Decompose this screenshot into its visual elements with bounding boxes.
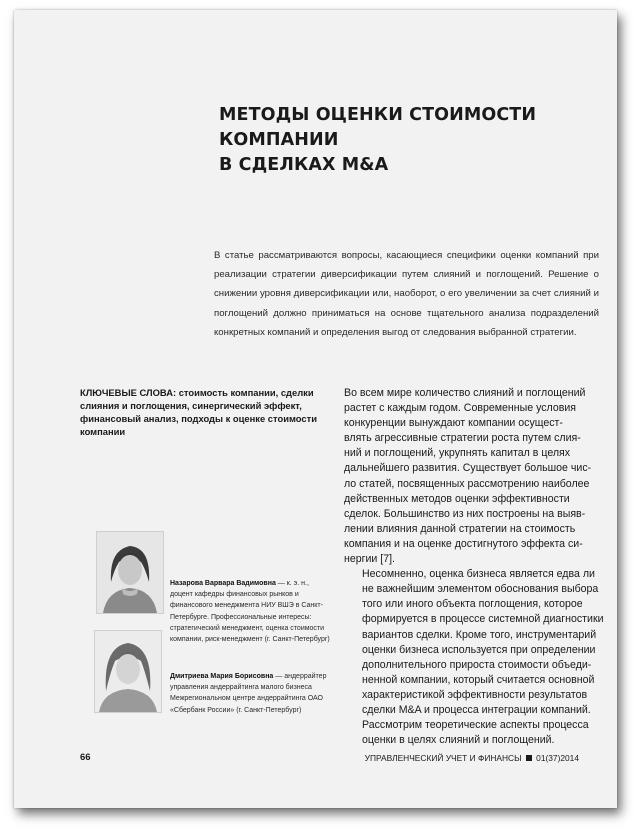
paragraph2-line: сделки M&A и процесса интеграции компаний. [362, 703, 591, 716]
paragraph1-line: сделок. Большинство из них построены на выяв- [344, 507, 586, 520]
author-details-2: — андеррайтер управления андеррайтинга малого бизнеса Межрегиональном центре андеррайтинга ОАО «Сбербанк России» (г. Санкт-Петербург) [170, 673, 327, 714]
article-body [344, 386, 609, 748]
paragraph2-line: вариантов сделки. Кроме того, инструментарий [362, 628, 597, 641]
paragraph1-line: лении влияния данной стратегии на стоимость [344, 522, 576, 535]
author-photo-2 [94, 630, 162, 713]
paragraph2-line: Несомненно, оценка бизнеса является едва ли [362, 568, 595, 581]
paragraph2-line: формируется в процессе системной диагностики [362, 613, 604, 626]
paragraph2-line: ненной компании, который считается основной [362, 673, 595, 686]
paragraph1-line: Во всем мире количество слияний и поглощений [344, 387, 586, 399]
paragraph1-line: конкуренции вынуждают компании осущест- [344, 417, 563, 430]
keywords-text: стоимость компании, сделки слияния и поглощения, синергический эффект, финансовый анализ, подходы к оценке стоимости компании [80, 387, 317, 437]
paragraph1-line: ло статей, посвященных рассмотрению наиболее [344, 477, 590, 490]
journal-name: УПРАВЛЕНЧЕСКИЙ УЧЕТ И ФИНАНСЫ [364, 753, 522, 763]
body-paragraph-2 [344, 567, 609, 748]
author-photo-1 [96, 531, 164, 614]
keywords-block [80, 386, 330, 438]
author-info-1 [170, 578, 330, 645]
paragraph2-line: Рассмотрим теоретические аспекты процесса [362, 719, 589, 732]
author-name-1: Назарова Варвара Вадимовна [170, 580, 276, 587]
journal-page [14, 10, 617, 808]
paragraph2-line: дополнительного прироста стоимости объеди- [362, 658, 592, 671]
paragraph1-line: растет с каждым годом. Современные условия [344, 402, 577, 415]
paragraph2-line: оценки бизнеса используется при определении [362, 643, 596, 656]
author-name-2: Дмитриева Мария Борисовна [170, 673, 274, 680]
paragraph1-line: ний и поглощений, укрупнять капитал в целях [344, 447, 571, 460]
journal-footer [319, 753, 579, 763]
body-paragraph-1 [344, 386, 609, 567]
paragraph2-line: оценки в целях слияний и поглощений. [362, 734, 555, 747]
article-title-line-2: В СДЕЛКАХ M&A [219, 155, 389, 175]
journal-issue: 01(37)2014 [536, 753, 579, 763]
article-title [219, 103, 599, 178]
paragraph2-line: того или иного объекта поглощения, которое [362, 598, 583, 611]
keywords-label: КЛЮЧЕВЫЕ СЛОВА: [80, 387, 177, 398]
paragraph1-line: действенных методов оценки эффективности [344, 492, 570, 505]
paragraph1-line: компания и на оценке достигнутого эффекта си- [344, 537, 583, 550]
article-abstract: В статье рассматриваются вопросы, касающиеся специфики оценки компаний при реализации стратегии диверсификации путем слияний и поглощений. Решение о снижении уровня диверсификации или, наоборот, о его увеличении за счет слияний и поглощений должно приниматься на основе тщательного анализа подразделений конкретных компаний и определения выгод от следования выбранной стратегии. [214, 250, 599, 338]
paragraph2-line: не важнейшим элементом обоснования выбора [362, 583, 599, 596]
author-details-1: — к. э. н., доцент кафедры финансовых рынков и финансового менеджмента НИУ ВШЭ в Санкт-Петербурге. Профессиональные интересы: стратегический менеджмент, оценка стоимости компании, риск-менеджмент (г. Санкт-Петербург) [170, 580, 330, 644]
paragraph2-line: характеристикой эффективности результатов [362, 688, 588, 701]
author-info-2 [170, 671, 330, 716]
paragraph1-line: дальнейшего развития. Существует большое чис- [344, 462, 592, 475]
black-square-icon [526, 755, 532, 761]
paragraph1-line: нергии [7]. [344, 553, 395, 566]
article-title-line-1: МЕТОДЫ ОЦЕНКИ СТОИМОСТИ КОМПАНИИ [219, 105, 537, 150]
paragraph1-line: влять агрессивные стратегии роста путем слия- [344, 432, 581, 445]
page-number: 66 [80, 752, 91, 763]
